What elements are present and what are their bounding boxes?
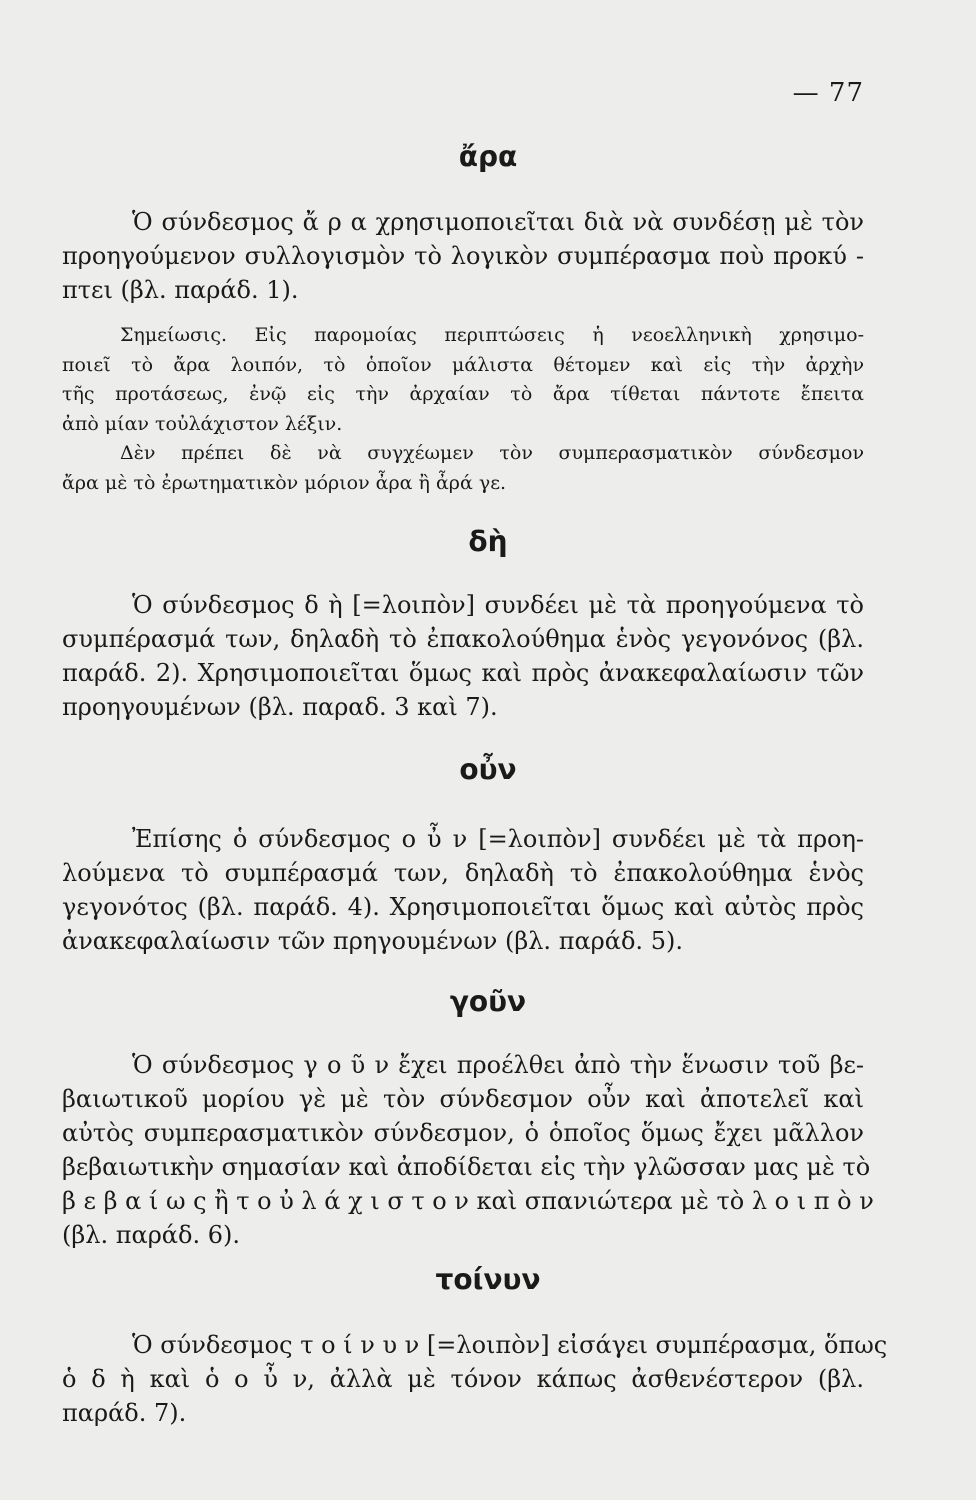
text-line: βεβαιωτικὴν σημασίαν καὶ ἀποδίδεται εἰς τὴν γλῶσσαν μας μὲ τὸ [62,1153,871,1181]
paragraph-goun [62,1048,874,1252]
section-heading-ara: ἄρα [458,140,518,173]
section-heading-oun: οὖν [459,753,517,786]
note-ara [62,321,864,498]
text-line: αὐτὸς συμπερασματικὸν σύνδεσμον, ὁ ὁποῖος ὅμως ἔχει μᾶλλον [62,1119,864,1147]
section-heading-goun: γοῦν [449,985,527,1018]
text-line: γεγονότος (βλ. παράδ. 4). Χρησιμοποιεῖται ὅμως καὶ αὐτὸς πρὸς [62,893,864,921]
paragraph-de [62,588,864,724]
text-line: βαιωτικοῦ μορίου γὲ μὲ τὸν σύνδεσμον οὖν καὶ ἀποτελεῖ καὶ [62,1085,864,1113]
paragraph-ara [62,205,864,307]
paragraph-toinyn [62,1328,888,1430]
text-line: προηγούμενον συλλογισμὸν τὸ λογικὸν συμπέρασμα ποὺ προκύ - [62,242,864,270]
text-line: β ε β α ί ω ς ἢ τ ο ὐ λ ά χ ι σ τ ο ν καὶ σπανιώτερα μὲ τὸ λ ο ι π ὸ ν [62,1187,874,1215]
text-line: παράδ. 2). Χρησιμοποιεῖται ὅμως καὶ πρὸς ἀνακεφαλαίωσιν τῶν [62,659,864,687]
note-line: ἄρα μὲ τὸ ἐρωτηματικὸν μόριον ἆρα ἢ ἆρά γε. [62,471,507,494]
note-line: Σημείωσις. Εἰς παρομοίας περιπτώσεις ἡ νεοελληνικὴ χρησιμο- [120,324,864,346]
text-line: συμπέρασμά των, δηλαδὴ τὸ ἐπακολούθημα ἑνὸς γεγονόνος (βλ. [62,625,864,653]
text-line: Ὁ σύνδεσμος ἄ ρ α χρησιμοποιεῖται διὰ νὰ συνδέσῃ μὲ τὸν [132,208,864,236]
text-line: πτει (βλ. παράδ. 1). [62,276,299,304]
paragraph-oun [62,822,864,958]
text-line: Ὁ σύνδεσμος τ ο ί ν υ ν [=λοιπὸν] εἰσάγει συμπέρασμα, ὅπως [132,1331,888,1359]
text-line: προηγουμένων (βλ. παραδ. 3 καὶ 7). [62,693,498,721]
page-number: — 77 [792,78,864,108]
text-line: Ὁ σύνδεσμος δ ὴ [=λοιπὸν] συνδέει μὲ τὰ προηγούμενα τὸ [132,591,864,619]
note-line: ἀπὸ μίαν τοὐλάχιστον λέξιν. [62,412,343,435]
text-line: ὁ δ ὴ καὶ ὁ ο ὖ ν, ἀλλὰ μὲ τόνον κάπως ἀσθενέστερον (βλ. [62,1365,864,1393]
text-line: ἀνακεφαλαίωσιν τῶν πρηγουμένων (βλ. παράδ. 5). [62,927,683,955]
section-heading-de: δὴ [468,525,508,558]
note-line: Δὲν πρέπει δὲ νὰ συγχέωμεν τὸν συμπερασματικὸν σύνδεσμον [120,442,864,464]
text-line: Ἐπίσης ὁ σύνδεσμος ο ὖ ν [=λοιπὸν] συνδέει μὲ τὰ προη- [132,825,864,853]
text-line: Ὁ σύνδεσμος γ ο ῦ ν ἔχει προέλθει ἀπὸ τὴν ἕνωσιν τοῦ βε- [132,1051,864,1079]
note-line: τῆς προτάσεως, ἐνῷ εἰς τὴν ἀρχαίαν τὸ ἄρα τίθεται πάντοτε ἔπειτα [62,383,864,405]
text-line: (βλ. παράδ. 6). [62,1221,240,1249]
text-line: παράδ. 7). [62,1399,187,1427]
section-heading-toinyn: τοίνυν [435,1263,541,1296]
text-line: λούμενα τὸ συμπέρασμά των, δηλαδὴ τὸ ἐπακολούθημα ἑνὸς [62,859,864,887]
note-line: ποιεῖ τὸ ἄρα λοιπόν, τὸ ὁποῖον μάλιστα θέτομεν καὶ εἰς τὴν ἀρχὴν [62,353,864,376]
